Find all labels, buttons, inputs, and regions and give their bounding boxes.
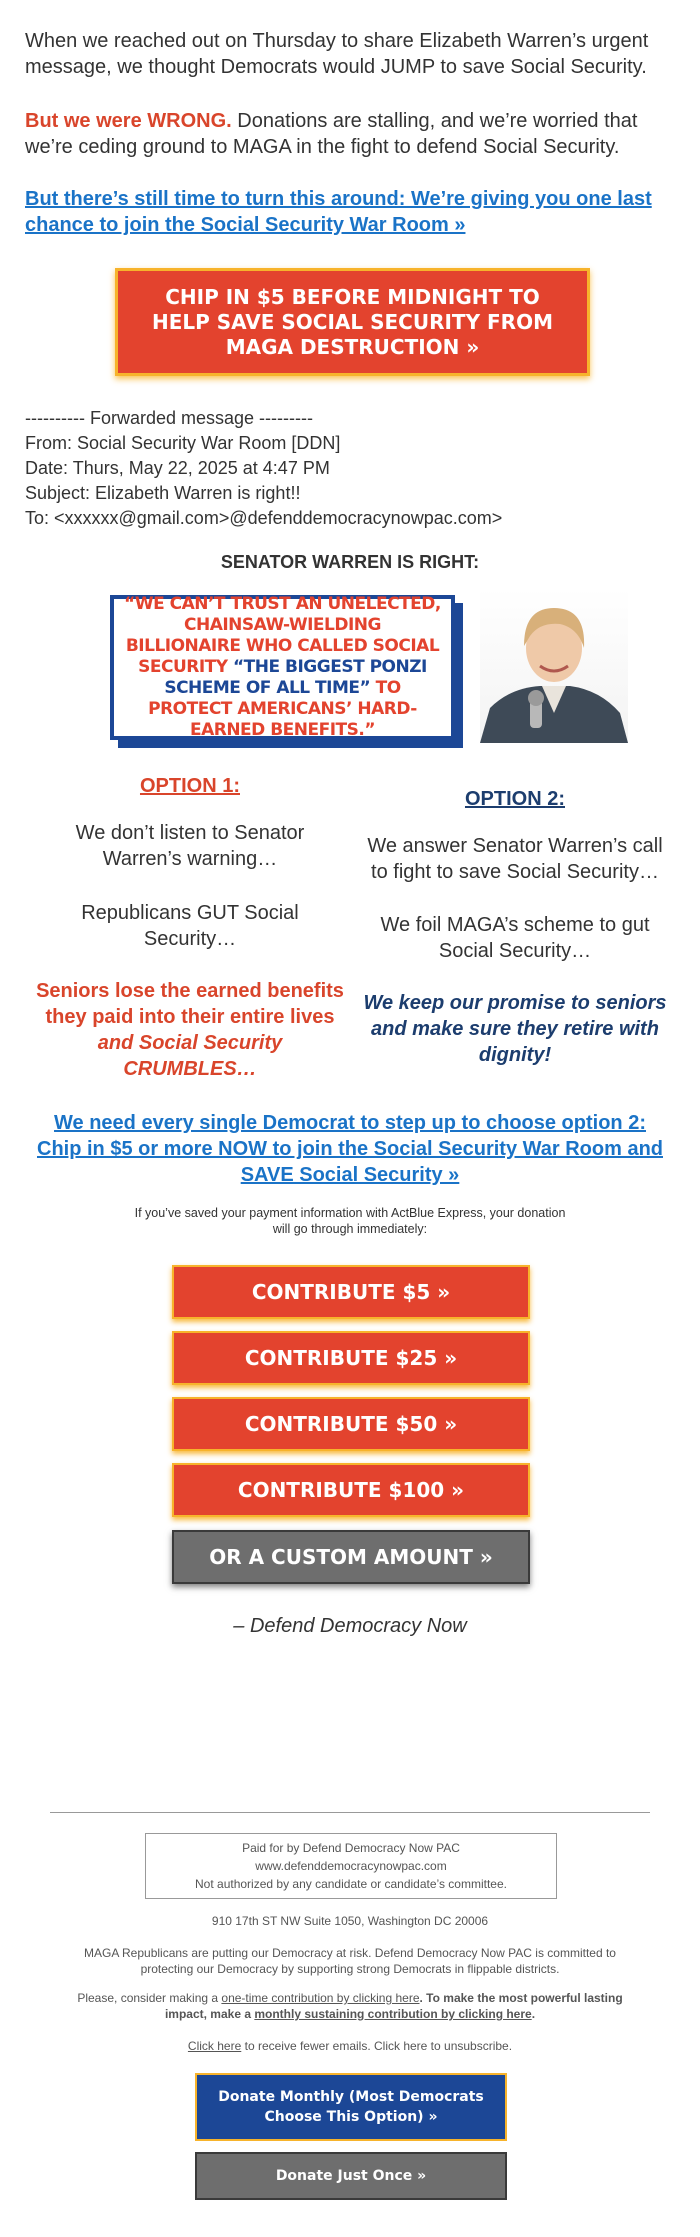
warren-quote-graphic [110, 595, 455, 740]
option1-line1: We don’t listen to Senator Warren’s warning… [75, 822, 305, 870]
intro-paragraph: When we reached out on Thursday to share Elizabeth Warren’s urgent message, we thought Democrats would JUMP to save Social Security. [25, 30, 649, 78]
quote-part1: “WE CAN’T TRUST AN UNELECTED, CHAINSAW-WIELDING BILLIONAIRE WHO CALLED SOCIAL SECURITY [124, 594, 441, 677]
option1-line2: Republicans GUT Social Security… [81, 902, 299, 950]
custom-amount-button[interactable]: OR A CUSTOM AMOUNT » [172, 1530, 530, 1584]
contribute-50-button[interactable]: CONTRIBUTE $50 » [172, 1397, 530, 1451]
chip-in-5-button[interactable]: CHIP IN $5 BEFORE MIDNIGHT TO HELP SAVE SOCIAL SECURITY FROM MAGA DESTRUCTION » [115, 268, 590, 376]
contribute-5-button[interactable]: CONTRIBUTE $5 » [172, 1265, 530, 1319]
footer-consider [60, 1990, 640, 2022]
forwarded-date: Date: Thurs, May 22, 2025 at 4:47 PM [25, 458, 330, 478]
option2-line1: We answer Senator Warren’s call to fight to save Social Security… [367, 835, 663, 883]
paid-line3: Not authorized by any candidate or candidate’s committee. [195, 1877, 507, 1891]
choose-option2-link[interactable]: We need every single Democrat to step up to choose option 2: Chip in $5 or more NOW to join the Social Security War Room and SAVE Social Security » [37, 1112, 663, 1186]
forwarded-to: To: <xxxxxx@gmail.com>@defenddemocracynowpac.com> [25, 508, 503, 528]
choose-option2-paragraph [35, 1110, 665, 1188]
option1-line3 [35, 978, 345, 1082]
footer-fewer [0, 2038, 700, 2054]
option2-line2: We foil MAGA’s scheme to gut Social Security… [380, 914, 650, 962]
fewer-rest: to receive fewer emails. Click here to unsubscribe. [241, 2039, 513, 2053]
option1-line3a: Seniors lose the earned benefits they paid into their entire lives [36, 980, 344, 1028]
consider-mid: . To make the most powerful lasting impact, make a [164, 1991, 623, 2021]
forwarded-subject: Subject: Elizabeth Warren is right!! [25, 483, 301, 503]
paid-for-box [145, 1833, 557, 1899]
forwarded-from: From: Social Security War Room [DDN] [25, 433, 341, 453]
one-time-link[interactable]: one-time contribution by clicking here [221, 1991, 420, 2005]
paid-line2: www.defenddemocracynowpac.com [255, 1859, 447, 1873]
option2-line3: We keep our promise to seniors and make sure they retire with dignity! [363, 992, 667, 1066]
senator-header: SENATOR WARREN IS RIGHT: [220, 552, 480, 572]
donate-monthly-button[interactable]: Donate Monthly (Most Democrats Choose This Option) » [195, 2073, 507, 2141]
wrong-rest: Donations are stalling, and we’re worried that we’re ceding ground to MAGA in the fight to defend Social Security. [25, 110, 638, 158]
paid-line1: Paid for by Defend Democracy Now PAC [242, 1841, 460, 1855]
forwarded-header: ---------- Forwarded message --------- [25, 408, 313, 428]
join-war-room-link[interactable]: But there’s still time to turn this around: We’re giving you one last chance to join the Social Security War Room » [25, 188, 652, 236]
fewer-emails-link[interactable]: Click here [187, 2039, 242, 2053]
signature: – Defend Democracy Now [233, 1615, 467, 1637]
monthly-link[interactable]: monthly sustaining contribution by clicking here [254, 2007, 532, 2021]
actblue-note: If you’ve saved your payment information with ActBlue Express, your donation will go through immediately: [134, 1206, 566, 1236]
option1-title: OPTION 1: [139, 775, 240, 797]
wrong-paragraph [25, 108, 675, 160]
footer-divider [50, 1812, 650, 1813]
donate-once-button[interactable]: Donate Just Once » [195, 2152, 507, 2200]
option1-line3b: and Social Security CRUMBLES… [97, 1032, 283, 1080]
contribute-25-button[interactable]: CONTRIBUTE $25 » [172, 1331, 530, 1385]
consider-pre: Please, consider making a [77, 1991, 222, 2005]
consider-end: . [531, 2007, 536, 2021]
quote-part3: TO PROTECT AMERICANS’ HARD-EARNED BENEFITS.” [148, 678, 417, 740]
quote-part2: “THE BIGGEST PONZI SCHEME OF ALL TIME” [164, 657, 427, 698]
footer-mission: MAGA Republicans are putting our Democracy at risk. Defend Democracy Now PAC is committed to protecting our Democracy by supporting strong Democrats in flippable districts. [84, 1946, 616, 1976]
option2-title: OPTION 2: [464, 788, 565, 810]
contribute-100-button[interactable]: CONTRIBUTE $100 » [172, 1463, 530, 1517]
footer-address: 910 17th ST NW Suite 1050, Washington DC 20006 [211, 1914, 489, 1928]
wrong-text: But we were WRONG. [25, 110, 232, 132]
last-chance-paragraph [25, 186, 675, 238]
warren-photo [480, 588, 628, 743]
